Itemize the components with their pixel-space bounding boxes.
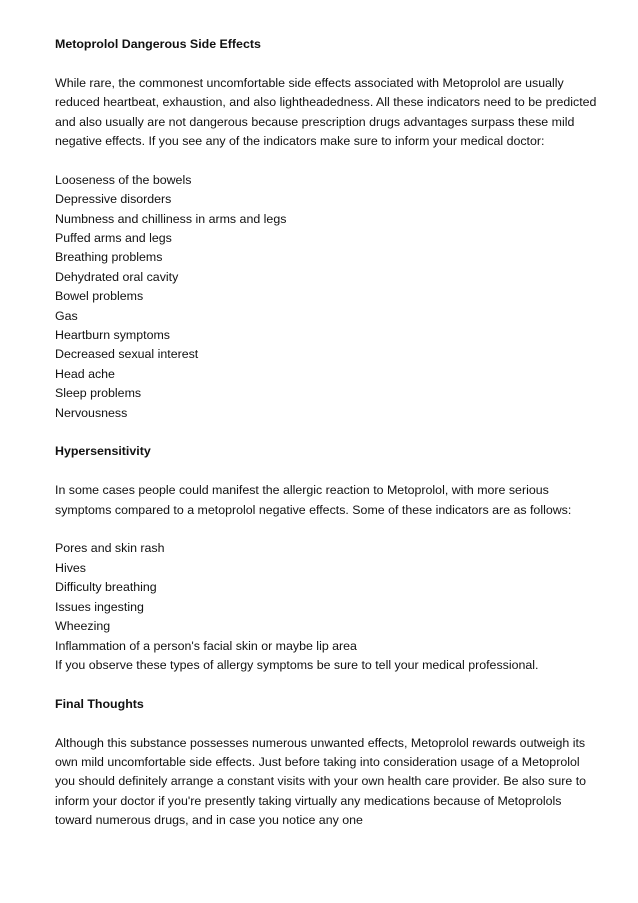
list-item: Puffed arms and legs	[55, 231, 172, 246]
list-item: Issues ingesting	[55, 599, 144, 614]
list-item: Pores and skin rash	[55, 541, 165, 556]
spacer	[55, 54, 598, 73]
list-item: Heartburn symptoms	[55, 328, 170, 343]
list-item: Inflammation of a person's facial skin or maybe lip area	[55, 638, 357, 653]
list-item: Bowel problems	[55, 289, 144, 304]
intro-paragraph: While rare, the commonest uncomfortable side effects associated with Metoprolol are usually reduced heartbeat, exhaustion, and also lightheadedness. All these indicators need to be predicted and also usually are not dangerous because prescription drugs advantages surpass these mild negative effects. If you see any of the indicators make sure to inform your medical doctor:	[55, 75, 597, 149]
list-item: Difficulty breathing	[55, 580, 157, 595]
final-thoughts-paragraph: Although this substance possesses numerous unwanted effects, Metoprolol rewards outweigh its own mild uncomfortable side effects. Just before taking into consideration usage of a Metoprolol you should definitely arrange a constant visits with your own health care provider. Be also sure to inform your doctor if you're presently taking virtually any medications because of Metoprolols toward numerous drugs, and in case you notice any one	[55, 735, 587, 828]
side-effects-list	[55, 171, 598, 423]
section-heading-final-thoughts: Final Thoughts	[55, 696, 144, 711]
list-item: Depressive disorders	[55, 192, 172, 207]
list-item: Nervousness	[55, 405, 128, 420]
section-heading-hypersensitivity: Hypersensitivity	[55, 444, 151, 459]
list-item: Dehydrated oral cavity	[55, 269, 179, 284]
list-item: Head ache	[55, 366, 115, 381]
list-item: Looseness of the bowels	[55, 172, 192, 187]
spacer	[55, 423, 598, 442]
list-item: Wheezing	[55, 619, 111, 634]
spacer	[55, 675, 598, 694]
list-item: Sleep problems	[55, 386, 142, 401]
document-title: Metoprolol Dangerous Side Effects	[55, 37, 261, 51]
list-item: Numbness and chilliness in arms and legs	[55, 211, 287, 226]
allergy-symptoms-list	[55, 539, 598, 655]
spacer	[55, 520, 598, 539]
spacer	[55, 714, 598, 733]
allergy-note: If you observe these types of allergy symptoms be sure to tell your medical professional.	[55, 657, 539, 672]
list-item: Breathing problems	[55, 250, 163, 265]
spacer	[55, 462, 598, 481]
list-item: Decreased sexual interest	[55, 347, 199, 362]
spacer	[55, 151, 598, 170]
hypersensitivity-paragraph: In some cases people could manifest the allergic reaction to Metoprolol, with more serious symptoms compared to a metoprolol negative effects. Some of these indicators are as follows:	[55, 483, 572, 517]
list-item: Gas	[55, 308, 78, 323]
list-item: Hives	[55, 560, 86, 575]
